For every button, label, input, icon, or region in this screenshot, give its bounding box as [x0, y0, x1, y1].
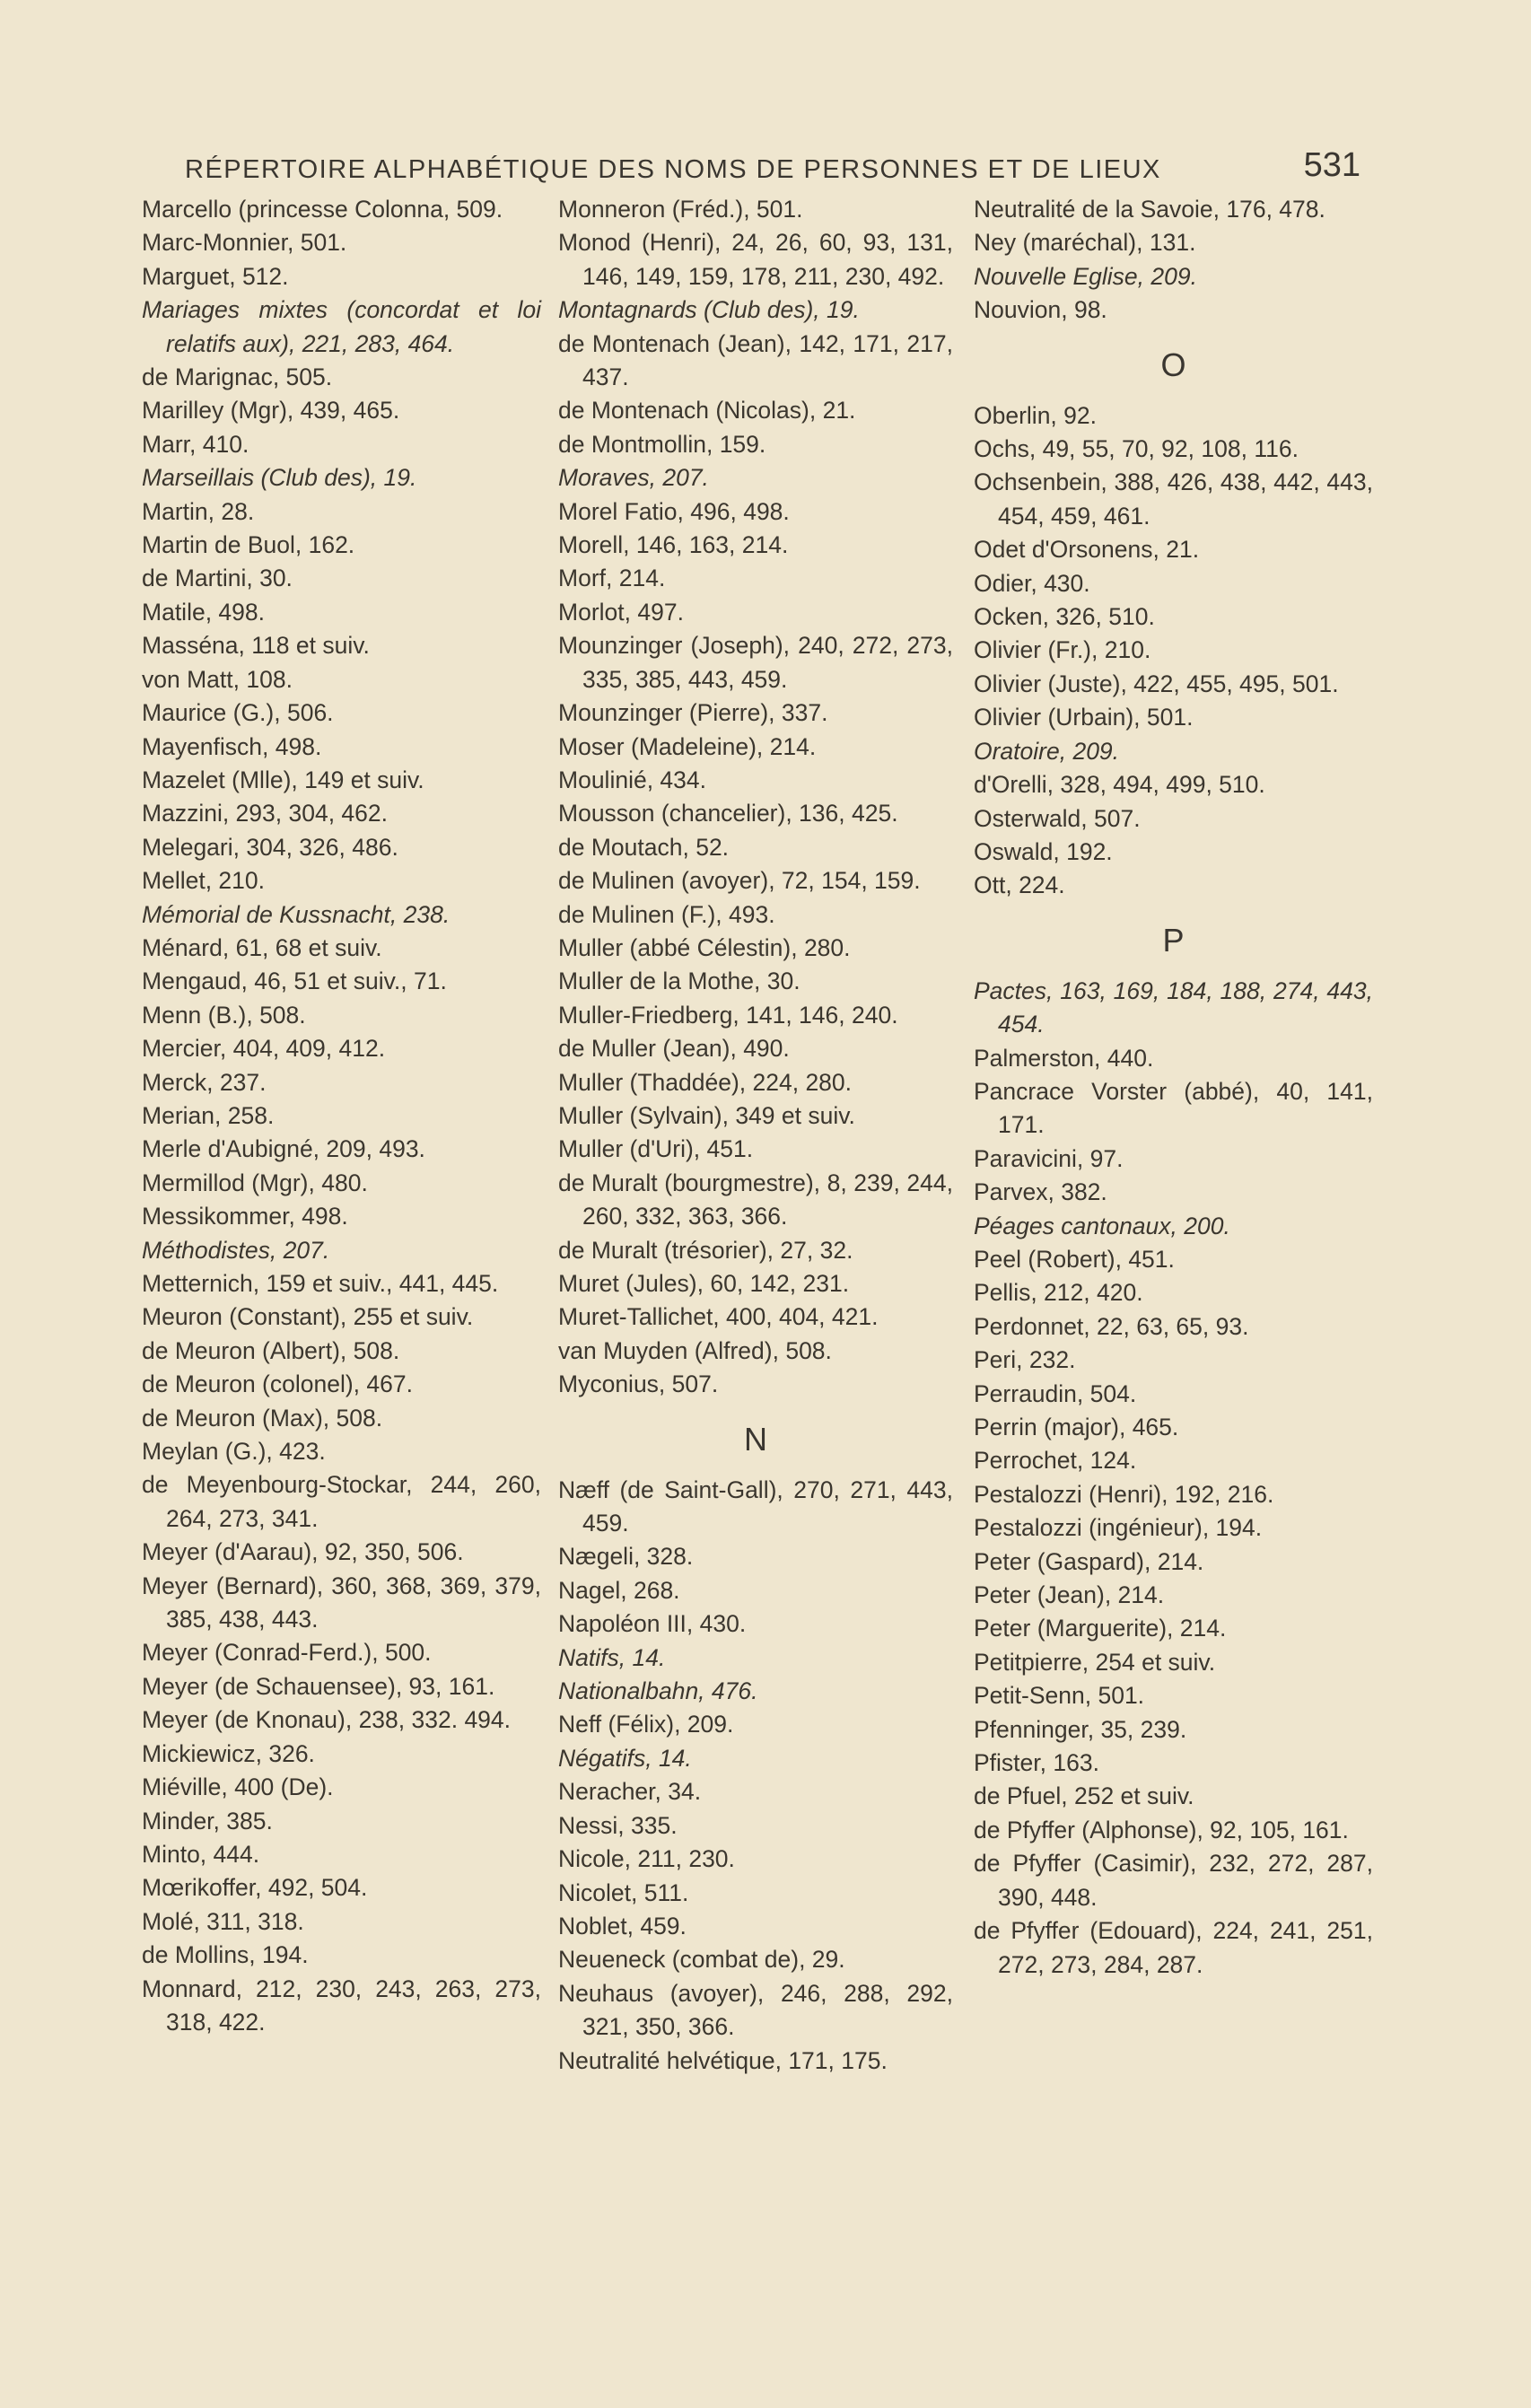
index-entry: Nouvelle Eglise, 209. — [974, 262, 1197, 290]
index-entry: Meyer (de Knonau), 238, 332. 494. — [142, 1706, 512, 1734]
index-entry: Marilley (Mgr), 439, 465. — [142, 397, 400, 425]
index-column-2 — [558, 193, 953, 2078]
index-entry: Marcello (princesse Colonna, 509. — [142, 196, 503, 223]
index-entry: Osterwald, 507. — [974, 804, 1141, 832]
index-entry: Minto, 444. — [142, 1840, 260, 1868]
index-entry: Odier, 430. — [974, 569, 1090, 597]
index-entry: Mounzinger (Joseph), 240, 272, 273, 335, 385, 443, 459. — [558, 632, 953, 693]
index-entry: Pactes, 163, 169, 184, 188, 274, 443, 454. — [974, 976, 1373, 1038]
index-entry: Peel (Robert), 451. — [974, 1245, 1175, 1273]
index-entry: Muller (Sylvain), 349 et suiv. — [558, 1101, 855, 1129]
index-entry: Oswald, 192. — [974, 837, 1113, 865]
index-entry: Maurice (G.), 506. — [142, 699, 334, 727]
index-entry: Meuron (Constant), 255 et suiv. — [142, 1303, 474, 1331]
index-entry: Marseillais (Club des), 19. — [142, 464, 417, 492]
index-entry: Mousson (chancelier), 136, 425. — [558, 800, 898, 827]
index-entry: Mazelet (Mlle), 149 et suiv. — [142, 766, 424, 793]
index-entry: de Pfyffer (Alphonse), 92, 105, 161. — [974, 1816, 1349, 1843]
index-entry: Natifs, 14. — [558, 1643, 666, 1671]
index-entry: Ménard, 61, 68 et suiv. — [142, 933, 382, 961]
index-entry: Neueneck (combat de), 29. — [558, 1946, 845, 1974]
index-entry: Moulinié, 434. — [558, 766, 706, 793]
index-entry: de Pfuel, 252 et suiv. — [974, 1782, 1194, 1810]
index-entry: de Meuron (Albert), 508. — [142, 1336, 400, 1364]
index-entry: de Montenach (Nicolas), 21. — [558, 397, 856, 425]
index-entry: de Meyenbourg-Stockar, 244, 260, 264, 273, 341. — [142, 1471, 541, 1532]
index-entry: Méthodistes, 207. — [142, 1236, 330, 1264]
index-entry: van Muyden (Alfred), 508. — [558, 1336, 832, 1364]
index-entry: Næff (de Saint-Gall), 270, 271, 443, 459. — [558, 1475, 953, 1537]
index-entry: Mazzini, 293, 304, 462. — [142, 800, 389, 827]
index-entry: Peter (Jean), 214. — [974, 1581, 1165, 1609]
section-letter-p: P — [1162, 921, 1185, 959]
index-group-n — [558, 1474, 953, 2078]
index-entry: Mœrikoffer, 492, 504. — [142, 1874, 368, 1902]
running-title: RÉPERTOIRE ALPHABÉTIQUE DES NOMS DE PERSONNES ET DE LIEUX — [185, 155, 1161, 184]
index-entry: d'Orelli, 328, 494, 499, 510. — [974, 771, 1265, 799]
index-entry: Pfister, 163. — [974, 1749, 1099, 1777]
index-entry: de Pfyffer (Casimir), 232, 272, 287, 390, 448. — [974, 1850, 1373, 1911]
index-entry: Muller (abbé Célestin), 280. — [558, 933, 851, 961]
index-entry: de Mulinen (F.), 493. — [558, 900, 775, 928]
index-entry: Paravicini, 97. — [974, 1144, 1124, 1172]
page-number: 531 — [1303, 146, 1360, 184]
index-entry: Petit-Senn, 501. — [974, 1682, 1145, 1710]
index-column-3 — [974, 193, 1373, 1982]
index-entry: Négatifs, 14. — [558, 1744, 692, 1772]
index-entry: Peter (Gaspard), 214. — [974, 1547, 1204, 1575]
index-entry: Olivier (Fr.), 210. — [974, 636, 1151, 664]
index-entry: Marguet, 512. — [142, 262, 289, 290]
index-entry: Matile, 498. — [142, 598, 265, 626]
index-entry: Muller-Friedberg, 141, 146, 240. — [558, 1001, 898, 1029]
index-entry: Pestalozzi (ingénieur), 194. — [974, 1514, 1263, 1542]
index-entry: Mounzinger (Pierre), 337. — [558, 699, 828, 727]
index-entry: Montagnards (Club des), 19. — [558, 296, 860, 324]
index-entry: Morf, 214. — [558, 565, 666, 592]
index-entry: Nessi, 335. — [558, 1811, 678, 1839]
index-entry: de Muller (Jean), 490. — [558, 1035, 790, 1063]
index-entry: Ott, 224. — [974, 871, 1065, 899]
index-group-m — [558, 193, 953, 1402]
index-entry: Péages cantonaux, 200. — [974, 1212, 1230, 1239]
index-entry: Nationalbahn, 476. — [558, 1677, 758, 1705]
index-entry: Palmerston, 440. — [974, 1044, 1154, 1072]
index-entry: Nægeli, 328. — [558, 1543, 694, 1571]
index-entry: Muller (Thaddée), 224, 280. — [558, 1068, 853, 1096]
index-group-p — [974, 975, 1373, 1982]
index-entry: Pellis, 212, 420. — [974, 1279, 1143, 1307]
index-entry: de Montenach (Jean), 142, 171, 217, 437. — [558, 329, 953, 391]
index-entry: Nagel, 268. — [558, 1576, 680, 1604]
index-entry: de Marignac, 505. — [142, 363, 333, 391]
index-entry: Mickiewicz, 326. — [142, 1739, 315, 1767]
index-entry: Molé, 311, 318. — [142, 1907, 304, 1935]
index-entry: Merck, 237. — [142, 1068, 267, 1096]
index-entry: Pfenninger, 35, 239. — [974, 1715, 1187, 1743]
index-entry: Marr, 410. — [142, 430, 249, 458]
index-entry: Neutralité de la Savoie, 176, 478. — [974, 196, 1325, 223]
index-entry: Marc-Monnier, 501. — [142, 229, 347, 257]
index-entry: Muret-Tallichet, 400, 404, 421. — [558, 1303, 879, 1331]
index-entry: Perrochet, 124. — [974, 1447, 1137, 1475]
index-entry: Merian, 258. — [142, 1101, 275, 1129]
index-entry: Metternich, 159 et suiv., 441, 445. — [142, 1270, 499, 1297]
index-entry: de Mollins, 194. — [142, 1941, 309, 1969]
index-group-n-cont — [974, 193, 1373, 328]
index-entry: Muret (Jules), 60, 142, 231. — [558, 1270, 850, 1297]
index-entry: Minder, 385. — [142, 1807, 273, 1834]
index-entry: Peter (Marguerite), 214. — [974, 1615, 1227, 1642]
index-entry: Monnard, 212, 230, 243, 263, 273, 318, 422. — [142, 1975, 541, 2036]
index-entry: Martin de Buol, 162. — [142, 531, 355, 559]
index-entry: Mellet, 210. — [142, 867, 265, 895]
index-entry: Messikommer, 498. — [142, 1203, 348, 1230]
index-entry: Meylan (G.), 423. — [142, 1438, 326, 1466]
index-entry: Meyer (de Schauensee), 93, 161. — [142, 1672, 495, 1700]
index-entry: Noblet, 459. — [558, 1912, 687, 1940]
index-column-1 — [142, 193, 541, 2039]
index-entry: Parvex, 382. — [974, 1178, 1107, 1206]
index-entry: Meyer (Conrad-Ferd.), 500. — [142, 1639, 432, 1667]
index-entry: Napoléon III, 430. — [558, 1610, 747, 1638]
index-entry: Pestalozzi (Henri), 192, 216. — [974, 1480, 1274, 1508]
index-entry: Menn (B.), 508. — [142, 1001, 306, 1029]
index-entry: Mayenfisch, 498. — [142, 732, 322, 760]
index-entry: Pancrace Vorster (abbé), 40, 141, 171. — [974, 1077, 1373, 1139]
index-group-o — [974, 399, 1373, 903]
index-entry: Muller (d'Uri), 451. — [558, 1135, 754, 1163]
index-entry: de Muralt (trésorier), 27, 32. — [558, 1236, 853, 1264]
index-entry: Mémorial de Kussnacht, 238. — [142, 900, 451, 928]
index-entry: de Meuron (colonel), 467. — [142, 1370, 413, 1398]
index-entry: Peri, 232. — [974, 1346, 1076, 1374]
index-entry: de Martini, 30. — [142, 565, 293, 592]
index-entry: Perdonnet, 22, 63, 65, 93. — [974, 1312, 1249, 1340]
index-entry: Morel Fatio, 496, 498. — [558, 497, 790, 525]
index-entry: de Pfyffer (Edouard), 224, 241, 251, 272, 273, 284, 287. — [974, 1917, 1373, 1978]
index-entry: Monneron (Fréd.), 501. — [558, 196, 803, 223]
index-entry: Nouvion, 98. — [974, 296, 1107, 324]
index-entry: Mariages mixtes (concordat et loi relatifs aux), 221, 283, 464. — [142, 296, 541, 357]
index-entry: Morlot, 497. — [558, 598, 684, 626]
section-letter-n: N — [744, 1420, 767, 1458]
index-entry: Moraves, 207. — [558, 464, 709, 492]
index-entry: Ocken, 326, 510. — [974, 603, 1155, 631]
index-entry: Nicolet, 511. — [558, 1878, 689, 1906]
index-entry: Neff (Félix), 209. — [558, 1711, 734, 1738]
section-letter-o: O — [1160, 346, 1186, 383]
index-entry: de Montmollin, 159. — [558, 430, 766, 458]
index-entry: Martin, 28. — [142, 497, 255, 525]
index-entry: Olivier (Urbain), 501. — [974, 704, 1194, 731]
index-entry: Oratoire, 209. — [974, 737, 1120, 765]
index-entry: Ochs, 49, 55, 70, 92, 108, 116. — [974, 435, 1299, 463]
index-entry: Myconius, 507. — [558, 1370, 719, 1398]
index-entry: Ochsenbein, 388, 426, 438, 442, 443, 454, 459, 461. — [974, 468, 1373, 530]
index-entry: Monod (Henri), 24, 26, 60, 93, 131, 146, 149, 159, 178, 211, 230, 492. — [558, 229, 953, 290]
index-entry: Morell, 146, 163, 214. — [558, 531, 789, 559]
index-entry: von Matt, 108. — [142, 665, 293, 693]
page-header — [185, 135, 1360, 185]
index-entry: Oberlin, 92. — [974, 401, 1097, 429]
index-entry: Neuhaus (avoyer), 246, 288, 292, 321, 350, 366. — [558, 1979, 953, 2041]
index-entry: Petitpierre, 254 et suiv. — [974, 1648, 1216, 1676]
index-entry: Mercier, 404, 409, 412. — [142, 1035, 386, 1063]
index-entry: Mengaud, 46, 51 et suiv., 71. — [142, 968, 447, 995]
index-entry: Merle d'Aubigné, 209, 493. — [142, 1135, 425, 1163]
index-entry: de Mulinen (avoyer), 72, 154, 159. — [558, 867, 921, 895]
index-entry: Odet d'Orsonens, 21. — [974, 536, 1200, 564]
index-entry: Mermillod (Mgr), 480. — [142, 1169, 368, 1196]
index-entry: Neracher, 34. — [558, 1778, 702, 1806]
index-entry: Perraudin, 504. — [974, 1379, 1137, 1407]
index-entry: Perrin (major), 465. — [974, 1414, 1179, 1440]
index-entry: Masséna, 118 et suiv. — [142, 632, 370, 660]
index-entry: Meyer (Bernard), 360, 368, 369, 379, 385, 438, 443. — [142, 1572, 541, 1633]
index-entry: Muller de la Mothe, 30. — [558, 968, 800, 995]
index-entry: Moser (Madeleine), 214. — [558, 732, 817, 760]
index-entry: de Moutach, 52. — [558, 833, 730, 861]
index-entry: de Muralt (bourgmestre), 8, 239, 244, 260, 332, 363, 366. — [558, 1169, 953, 1230]
index-entry: Olivier (Juste), 422, 455, 495, 501. — [974, 670, 1339, 697]
index-entry: Meyer (d'Aarau), 92, 350, 506. — [142, 1538, 464, 1566]
index-entry: Melegari, 304, 326, 486. — [142, 833, 398, 861]
index-entry: de Meuron (Max), 508. — [142, 1404, 383, 1432]
index-entry: Miéville, 400 (De). — [142, 1773, 334, 1801]
index-entry: Nicole, 211, 230. — [558, 1845, 735, 1873]
index-entry: Ney (maréchal), 131. — [974, 229, 1196, 257]
index-entry: Neutralité helvétique, 171, 175. — [558, 2046, 888, 2074]
